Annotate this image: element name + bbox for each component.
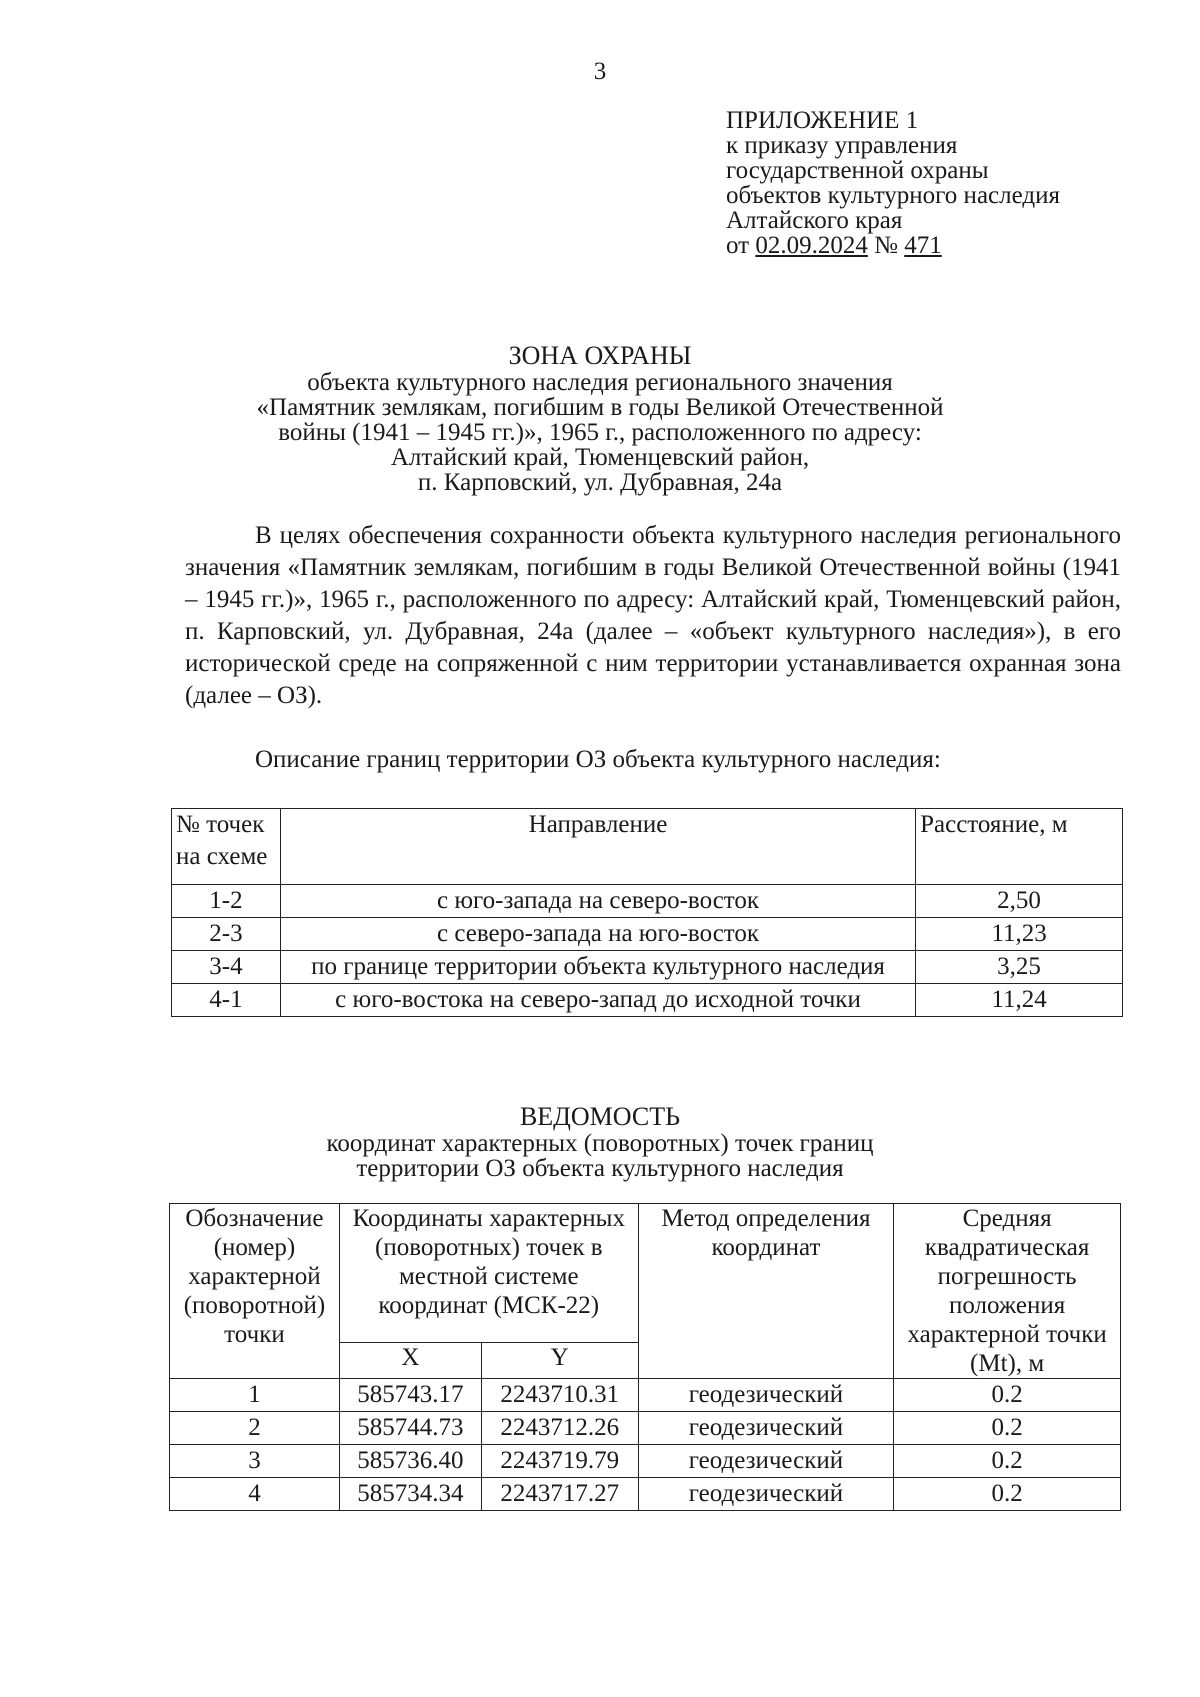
table-row: [172, 885, 1123, 918]
cell-distance: 3,25: [916, 951, 1123, 984]
appendix-block: [726, 108, 1060, 258]
cell-y: 2243710.31: [481, 1379, 638, 1412]
header-point: № точек на схеме: [172, 809, 281, 885]
table-header-row: [172, 809, 1123, 885]
header-y: Y: [481, 1343, 638, 1379]
cell-distance: 11,23: [916, 918, 1123, 951]
zone-line: Алтайский край, Тюменцевский район,: [390, 444, 810, 471]
table-row: [170, 1478, 1121, 1511]
vedomost-line: территории ОЗ объекта культурного наследия: [356, 1155, 844, 1182]
cell-error: 0.2: [894, 1379, 1121, 1412]
page-number: 3: [593, 58, 607, 85]
zone-heading-block: [0, 342, 1200, 495]
cell-point-number: 1: [170, 1379, 340, 1412]
zone-line: «Памятник землякам, погибшим в годы Великой Отечественной: [256, 394, 944, 421]
zone-line: войны (1941 – 1945 гг.)», 1965 г., расположенного по адресу:: [278, 419, 922, 446]
cell-point: 1-2: [172, 885, 281, 918]
appendix-line: государственной охраны: [726, 157, 989, 184]
cell-direction: с юго-запада на северо-восток: [280, 885, 915, 918]
header-x: X: [339, 1343, 481, 1379]
cell-y: 2243719.79: [481, 1445, 638, 1478]
appendix-title: ПРИЛОЖЕНИЕ 1: [726, 107, 919, 134]
cell-direction: с северо-запада на юго-восток: [280, 918, 915, 951]
cell-x: 585744.73: [339, 1412, 481, 1445]
cell-point-number: 2: [170, 1412, 340, 1445]
cell-error: 0.2: [894, 1445, 1121, 1478]
appendix-date-line: [726, 233, 1060, 258]
cell-point-number: 3: [170, 1445, 340, 1478]
cell-x: 585736.40: [339, 1445, 481, 1478]
appendix-line: Алтайского края: [726, 207, 903, 234]
cell-x: 585743.17: [339, 1379, 481, 1412]
header-error: Средняя квадратическая погрешность положения характерной точки (Mt), м: [894, 1204, 1121, 1379]
cell-direction: по границе территории объекта культурного наследия: [280, 951, 915, 984]
cell-point: 3-4: [172, 951, 281, 984]
table-row: [170, 1412, 1121, 1445]
order-date: 02.09.2024: [755, 232, 868, 259]
appendix-line: объектов культурного наследия: [726, 182, 1060, 209]
boundary-table: [171, 808, 1123, 1017]
cell-y: 2243712.26: [481, 1412, 638, 1445]
header-designation: Обозначение (номер) характерной (поворотной) точки: [170, 1204, 340, 1379]
table-row: [172, 951, 1123, 984]
zone-line: п. Карповский, ул. Дубравная, 24а: [417, 469, 783, 496]
table-row: [172, 918, 1123, 951]
table-row: [172, 984, 1123, 1017]
vedomost-heading-block: [0, 1103, 1200, 1181]
vedomost-line: координат характерных (поворотных) точек границ: [326, 1130, 874, 1157]
cell-y: 2243717.27: [481, 1478, 638, 1511]
coordinates-table: [169, 1203, 1121, 1511]
cell-x: 585734.34: [339, 1478, 481, 1511]
table-row: [170, 1445, 1121, 1478]
cell-error: 0.2: [894, 1478, 1121, 1511]
table-header-row: [170, 1204, 1121, 1343]
cell-direction: с юго-востока на северо-запад до исходной точки: [280, 984, 915, 1017]
main-paragraph: В целях обеспечения сохранности объекта культурного наследия регионального значения «Памятник землякам, погибшим в годы Великой Отечественной войны (1941 – 1945 гг.)», 1965 г., расположенного по адресу: Алтайский край, Тюменцевский район, п. Карповский, ул. Дубравная, 24а (далее – «объект культурного наследия»), в его исторической среде на сопряженной с ним территории устанавливается охранная зона (далее – ОЗ).: [185, 522, 1121, 709]
description-caption: Описание границ территории ОЗ объекта культурного наследия:: [255, 746, 941, 773]
cell-point-number: 4: [170, 1478, 340, 1511]
table-row: [170, 1379, 1121, 1412]
cell-point: 2-3: [172, 918, 281, 951]
header-distance: Расстояние, м: [916, 809, 1123, 885]
cell-point: 4-1: [172, 984, 281, 1017]
cell-method: геодезический: [638, 1412, 894, 1445]
appendix-line: к приказу управления: [726, 132, 958, 159]
cell-method: геодезический: [638, 1379, 894, 1412]
cell-distance: 11,24: [916, 984, 1123, 1017]
order-number: 471: [904, 232, 942, 259]
number-sign: №: [874, 232, 898, 259]
date-prefix: от: [726, 232, 750, 259]
cell-error: 0.2: [894, 1412, 1121, 1445]
header-coordinates: Координаты характерных (поворотных) точек в местной системе координат (МСК-22): [339, 1204, 638, 1343]
header-direction: Направление: [280, 809, 915, 885]
zone-line: объекта культурного наследия регионального значения: [307, 369, 893, 396]
cell-method: геодезический: [638, 1445, 894, 1478]
header-method: Метод определения координат: [638, 1204, 894, 1379]
vedomost-title: ВЕДОМОСТЬ: [519, 1102, 681, 1131]
cell-distance: 2,50: [916, 885, 1123, 918]
zone-title: ЗОНА ОХРАНЫ: [508, 341, 692, 370]
cell-method: геодезический: [638, 1478, 894, 1511]
